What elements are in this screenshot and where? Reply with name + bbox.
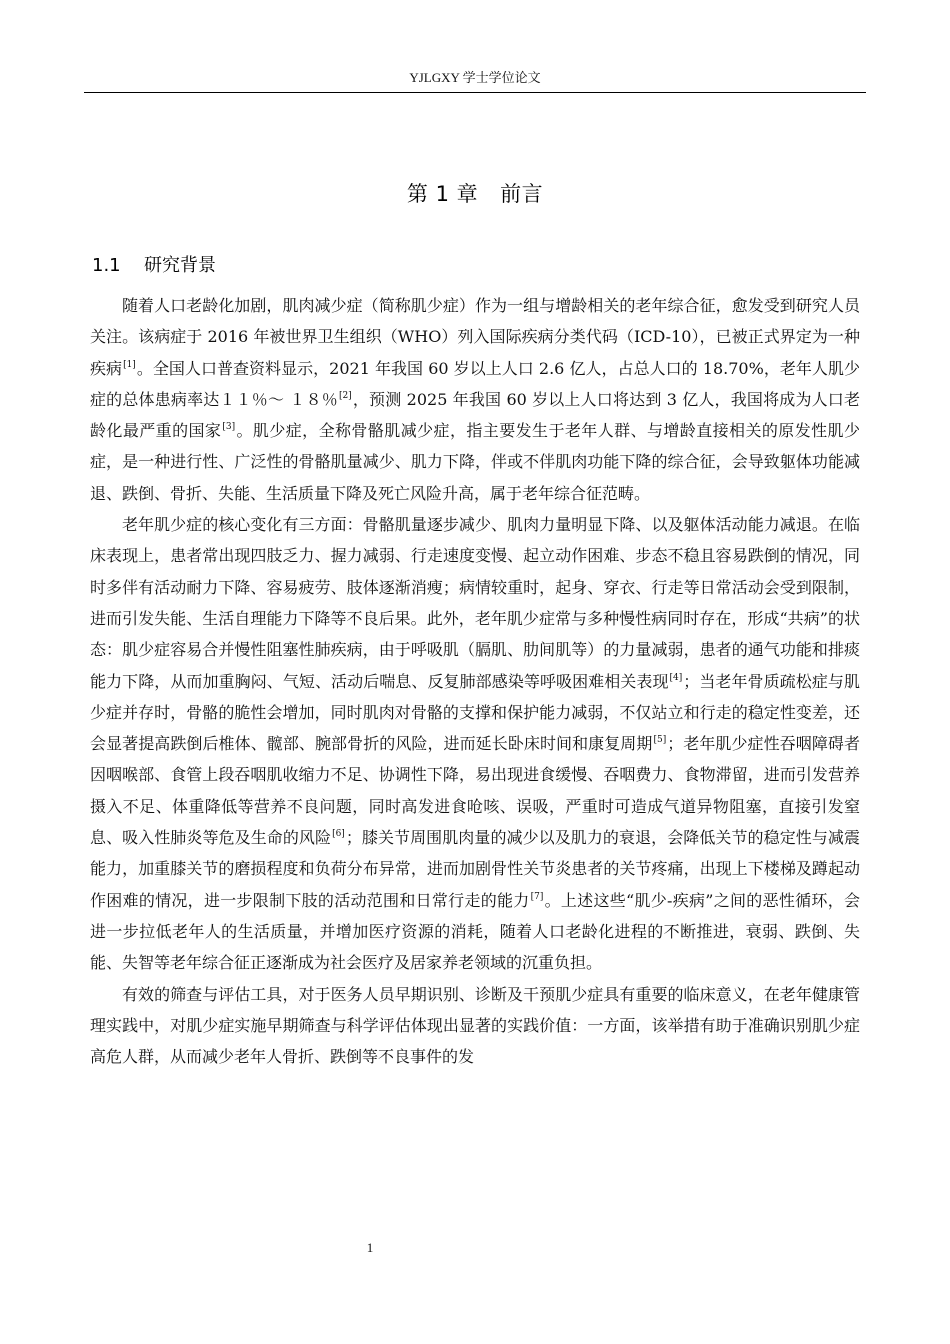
body-paragraph [90, 290, 860, 509]
paragraph-text: 有效的筛查与评估工具，对于医务人员早期识别、诊断及干预肌少症具有重要的临床意义，在老年健康管理实践中，对肌少症实施早期筛查与科学评估体现出显著的实践价值：一方面，该举措有助于准确识别肌少症高危人群，从而减少老年人骨折、跌倒等不良事件的发 [90, 984, 860, 1067]
chapter-number: 第 1 章 [406, 182, 479, 206]
paragraph-text: ；当老年骨质疏松症与肌少症并存时，骨骼的脆性会增加，同时肌肉对骨骼的支撑和保护能力减弱，不仅站立和行走的稳定性变差，还会显著提高跌倒后椎体、髋部、腕部骨折的风险，进而延长卧床时间和康复周期 [90, 671, 860, 754]
paragraph-text: 。上述这些“肌少-疾病”之间的恶性循环，会进一步拉低老年人的生活质量，并增加医疗资源的消耗，随着人口老龄化进程的不断推进，衰弱、跌倒、失能、失智等老年综合征正逐渐成为社会医疗及居家养老领域的沉重负担。 [90, 890, 860, 973]
citation-reference: [7] [530, 891, 544, 902]
section-number: 1.1 [92, 255, 121, 276]
citation-reference: [1] [123, 359, 136, 370]
section-title: 研究背景 [144, 255, 216, 276]
chapter-title: 前言 [500, 182, 544, 206]
paragraph-text: 随着人口老龄化加剧，肌肉减少症（简称肌少症）作为一组与增龄相关的老年综合征，愈发受到研究人员关注。该病症于 2016 年被世界卫生组织（WHO）列入国际疾病分类代码（ICD-10），已被正式界定为一种疾病 [90, 296, 860, 378]
page-number: 1 [366, 1240, 374, 1255]
body-paragraph [90, 509, 860, 978]
paragraph-text: ；膝关节周围肌肉量的减少以及肌力的衰退，会降低关节的稳定性与减震能力，加重膝关节的磨损程度和负荷分布异常，进而加剧骨性关节炎患者的关节疼痛，出现上下楼梯及蹲起动作困难的情况，进一步限制下肢的活动范围和日常行走的能力 [90, 828, 860, 910]
running-header: YJLGXY 学士学位论文 [409, 70, 541, 85]
paragraph-text: 。全国人口普查资料显示，2021 年我国 60 岁以上人口 2.6 亿人，占总人口的 18.70%，老年人肌少症的总体患病率达１１％～ １８％ [90, 358, 860, 409]
citation-reference: [6] [332, 829, 345, 840]
citation-reference: [2] [338, 390, 352, 401]
paragraph-text: 。肌少症，全称骨骼肌减少症，指主要发生于老年人群、与增龄直接相关的原发性肌少症，是一种进行性、广泛性的骨骼肌量减少、肌力下降，伴或不伴肌肉功能下降的综合征，会导致躯体功能减退、跌倒、骨折、失能、生活质量下降及死亡风险升高，属于老年综合征范畴。 [90, 421, 860, 503]
citation-reference: [3] [222, 422, 236, 433]
citation-reference: [4] [669, 672, 683, 683]
chapter-heading [84, 179, 866, 209]
header-divider [84, 92, 866, 93]
citation-reference: [5] [653, 735, 667, 746]
body-paragraph [90, 979, 860, 1073]
paragraph-text: 老年肌少症的核心变化有三方面：骨骼肌量逐步减少、肌肉力量明显下降、以及躯体活动能力减退。在临床表现上，患者常出现四肢乏力、握力减弱、行走速度变慢、起立动作困难、步态不稳且容易跌倒的情况，同时多伴有活动耐力下降、容易疲劳、肢体逐渐消瘦；病情较重时，起身、穿衣、行走等日常活动会受到限制，进而引发失能、生活自理能力下降等不良后果。此外，老年肌少症常与多种慢性病同时存在，形成“共病”的状态：肌少症容易合并慢性阻塞性肺疾病，由于呼吸肌（膈肌、肋间肌等）的力量减弱，患者的通气功能和排痰能力下降，从而加重胸闷、气短、活动后喘息、反复肺部感染等呼吸困难相关表现 [90, 515, 860, 691]
paragraph-text: ，预测 2025 年我国 60 岁以上人口将达到 3 亿人，我国将成为人口老龄化最严重的国家 [90, 389, 860, 441]
section-heading [92, 252, 792, 280]
body-text [90, 290, 860, 1072]
paragraph-text: ；老年肌少症性吞咽障碍者因咽喉部、食管上段吞咽肌收缩力不足、协调性下降，易出现进食缓慢、吞咽费力、食物滞留，进而引发营养摄入不足、体重降低等营养不良问题，同时高发进食呛咳、误吸，严重时可造成气道异物阻塞，直接引发窒息、吸入性肺炎等危及生命的风险 [90, 734, 860, 848]
